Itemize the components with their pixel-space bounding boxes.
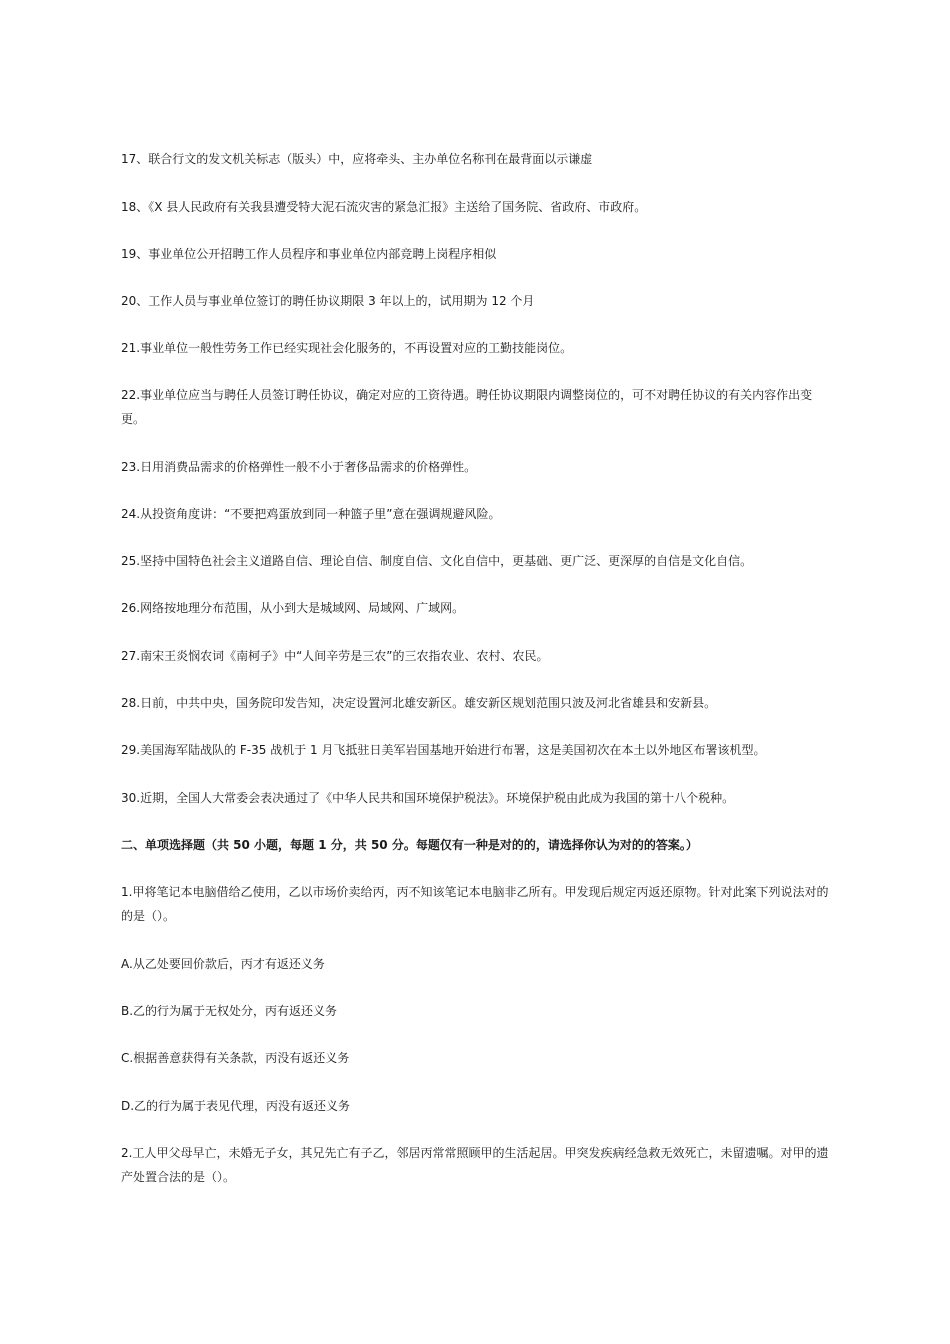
question-1-option-c: C.根据善意获得有关条款，丙没有返还义务 [121,1051,350,1065]
question-1-stem: 1.甲将笔记本电脑借给乙使用，乙以市场价卖给丙，丙不知该笔记本电脑非乙所有。甲发现后规定丙返还原物。针对此案下列说法对的的是（）。 [121,885,829,923]
statement-27: 27.南宋王炎悯农词《南柯子》中“人间辛劳是三农”的三农指农业、农村、农民。 [121,649,549,663]
statement-19: 19、事业单位公开招聘工作人员程序和事业单位内部竞聘上岗程序相似 [121,247,497,261]
statement-29: 29.美国海军陆战队的 F-35 战机于 1 月飞抵驻日美军岩国基地开始进行布署，这是美国初次在本土以外地区布署该机型。 [121,743,766,757]
statement-24: 24.从投资角度讲：“不要把鸡蛋放到同一种篮子里”意在强调规避风险。 [121,507,501,521]
statement-17: 17、联合行文的发文机关标志（版头）中，应将牵头、主办单位名称刊在最背面以示谦虚 [121,152,593,166]
statement-18: 18、《X 县人民政府有关我县遭受特大泥石流灾害的紧急汇报》主送给了国务院、省政府、市政府。 [121,200,647,214]
question-1-option-a: A.从乙处要回价款后，丙才有返还义务 [121,957,325,971]
question-1-option-d: D.乙的行为属于表见代理，丙没有返还义务 [121,1099,351,1113]
statement-25: 25.坚持中国特色社会主义道路自信、理论自信、制度自信、文化自信中，更基础、更广泛、更深厚的自信是文化自信。 [121,554,753,568]
statement-30: 30.近期，全国人大常委会表决通过了《中华人民共和国环境保护税法》。环境保护税由此成为我国的第十八个税种。 [121,791,735,805]
statement-28: 28.日前，中共中央，国务院印发告知，决定设置河北雄安新区。雄安新区规划范围只波及河北省雄县和安新县。 [121,696,717,710]
question-1-option-b: B.乙的行为属于无权处分，丙有返还义务 [121,1004,338,1018]
statement-26: 26.网络按地理分布范围，从小到大是城域网、局域网、广域网。 [121,601,465,615]
question-2-stem: 2.工人甲父母早亡，未婚无子女，其兄先亡有子乙，邻居丙常常照顾甲的生活起居。甲突发疾病经急救无效死亡，未留遗嘱。对甲的遗产处置合法的是（）。 [121,1146,829,1184]
statement-20: 20、工作人员与事业单位签订的聘任协议期限 3 年以上的，试用期为 12 个月 [121,294,535,308]
section-heading: 二、单项选择题（共 50 小题，每题 1 分，共 50 分。每题仅有一种是对的的，请选择你认为对的的答案。） [121,838,698,852]
statement-22: 22.事业单位应当与聘任人员签订聘任协议，确定对应的工资待遇。聘任协议期限内调整岗位的，可不对聘任协议的有关内容作出变更。 [121,388,813,426]
statement-23: 23.日用消费品需求的价格弹性一般不小于奢侈品需求的价格弹性。 [121,460,477,474]
statement-21: 21.事业单位一般性劳务工作已经实现社会化服务的，不再设置对应的工勤技能岗位。 [121,341,573,355]
